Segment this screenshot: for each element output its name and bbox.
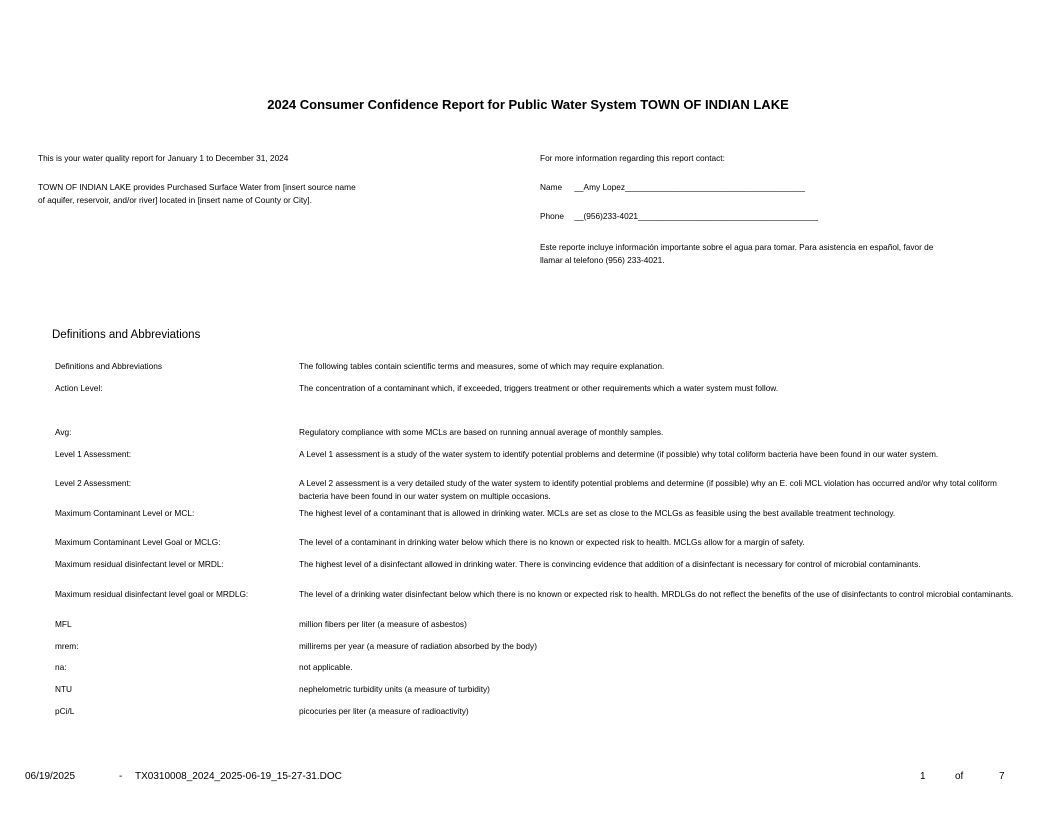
definition-term: Maximum Contaminant Level or MCL: — [55, 508, 195, 518]
definition-text: The level of a contaminant in drinking water below which there is no known or expected risk to health. MCLGs allow for a margin of safety. — [299, 537, 805, 547]
contact-name-label: Name — [540, 182, 563, 192]
definition-text: The following tables contain scientific terms and measures, some of which may require explanation. — [299, 361, 665, 371]
definition-text: A Level 1 assessment is a study of the water system to identify potential problems and determine (if possible) why total coliform bacteria have been found in our water system. — [299, 449, 939, 459]
spanish-notice-line-1: Este reporte incluye información importante sobre el agua para tomar. Para asistencia en español, favor de — [540, 242, 934, 252]
definition-term: na: — [55, 662, 67, 672]
definition-term: MFL — [55, 619, 72, 629]
water-source-text — [38, 181, 356, 207]
definition-term: Action Level: — [55, 383, 103, 393]
definitions-section-title: Definitions and Abbreviations — [52, 329, 201, 341]
footer-of-label: of — [955, 771, 964, 782]
definition-text: nephelometric turbidity units (a measure of turbidity) — [299, 684, 490, 694]
definition-text: picocuries per liter (a measure of radioactivity) — [299, 706, 469, 716]
contact-heading: For more information regarding this report contact: — [540, 153, 725, 163]
definition-term: mrem: — [55, 641, 79, 651]
definition-text: A Level 2 assessment is a very detailed study of the water system to identify potential problems and determine (if possible) why an E. coli MCL violation has occurred and/or why total coliform bacteria have been found in our water system on multiple occasions. — [299, 478, 997, 501]
definition-term: Maximum residual disinfectant level goal or MRDLG: — [55, 589, 249, 599]
report-title: 2024 Consumer Confidence Report for Public Water System TOWN OF INDIAN LAKE — [267, 97, 789, 112]
definition-term: Level 2 Assessment: — [55, 478, 132, 488]
contact-name-value: __Amy Lopez_______________________________________ — [574, 182, 806, 192]
definition-text: The level of a drinking water disinfectant below which there is no known or expected risk to health. MRDLGs do not reflect the benefits of the use of disinfectants to control microbial contaminants. — [299, 589, 1014, 599]
definition-term: Maximum Contaminant Level Goal or MCLG: — [55, 537, 221, 547]
definition-term: pCi/L — [55, 706, 75, 716]
definition-text: The highest level of a disinfectant allowed in drinking water. There is convincing evidence that addition of a disinfectant is necessary for control of microbial contaminants. — [299, 559, 921, 569]
contact-phone-label: Phone — [540, 211, 564, 221]
footer-total-pages: 7 — [999, 771, 1005, 782]
definition-term: NTU — [55, 684, 73, 694]
water-source-line-2: of aquifer, reservoir, and/or river] located in [insert name of County or City]. — [38, 195, 312, 205]
footer-dash: - — [119, 771, 123, 782]
definition-term: Definitions and Abbreviations — [55, 361, 163, 371]
definition-text: Regulatory compliance with some MCLs are based on running annual average of monthly samples. — [299, 427, 664, 437]
footer-filename: TX0310008_2024_2025-06-19_15-27-31.DOC — [135, 771, 342, 782]
contact-phone-value: __(956)233-4021_______________________________________ — [574, 211, 818, 221]
water-source-line-1: TOWN OF INDIAN LAKE provides Purchased Surface Water from [insert source name — [38, 182, 356, 192]
definition-term: Maximum residual disinfectant level or MRDL: — [55, 559, 224, 569]
definition-text: The highest level of a contaminant that is allowed in drinking water. MCLs are set as close to the MCLGs as feasible using the best available treatment technology. — [299, 508, 896, 518]
definition-text: not applicable. — [299, 662, 353, 672]
definition-term: Level 1 Assessment: — [55, 449, 132, 459]
definition-text: The concentration of a contaminant which, if exceeded, triggers treatment or other requirements which a water system must follow. — [299, 383, 779, 393]
contact-phone-row — [540, 210, 818, 223]
report-period-text: This is your water quality report for January 1 to December 31, 2024 — [38, 153, 289, 163]
definition-term: Avg: — [55, 427, 72, 437]
footer-date: 06/19/2025 — [25, 771, 76, 782]
spanish-notice-line-2: llamar al telefono (956) 233-4021. — [540, 255, 665, 265]
definition-text: millirems per year (a measure of radiation absorbed by the body) — [299, 641, 537, 651]
footer-page-number: 1 — [920, 771, 926, 782]
spanish-notice — [540, 241, 933, 267]
contact-name-row — [540, 181, 805, 194]
definition-text: million fibers per liter (a measure of asbestos) — [299, 619, 467, 629]
